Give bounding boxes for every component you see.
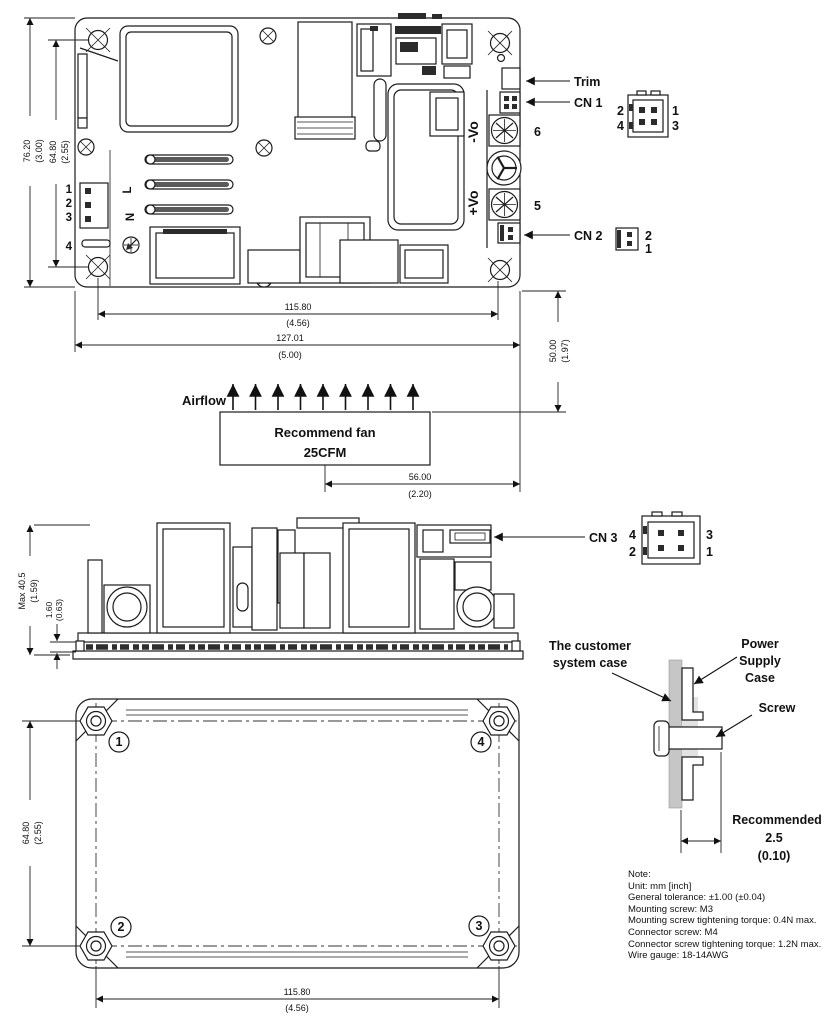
hole-1-label: 1: [115, 735, 123, 749]
neg-vo-label: -Vo: [465, 121, 481, 143]
note-line: General tolerance: ±1.00 (±0.04): [628, 892, 766, 904]
cn3-pin2-label: 2: [629, 545, 636, 559]
dim-bottom-hole-h-in: (4.56): [285, 1003, 309, 1013]
terminal-6-label: 6: [534, 125, 541, 139]
input-pin-1-label: 1: [65, 184, 72, 196]
ground-icon: [123, 237, 139, 253]
cn1-connector: [500, 92, 520, 113]
cn2-pin2-label: 2: [645, 229, 652, 243]
dim-bottom-hole-v-in: (2.55): [33, 821, 43, 845]
bottom-view: [17, 699, 519, 1013]
dim-hole-span-h-in: (4.56): [286, 318, 310, 328]
screw-label: Screw: [758, 701, 796, 715]
psu-case-label-line1: Power: [741, 637, 779, 651]
psu-case-label-line3: Case: [745, 671, 775, 685]
customer-case-label-line2: system case: [552, 656, 628, 670]
hole-2-label: 2: [117, 920, 125, 934]
screw-mounting-detail: [549, 637, 822, 863]
side-view: [13, 518, 618, 669]
dim-case-width-mm: 127.01: [276, 333, 304, 343]
side-components: [88, 518, 514, 633]
cn3-pin4-label: 4: [629, 528, 636, 542]
cn1-callout-label: CN 1: [574, 96, 603, 110]
recommended-in: (0.10): [757, 849, 791, 863]
dim-fan-offset-mm: 56.00: [408, 472, 432, 482]
note-line: Connector screw tightening torque: 1.2N max.: [628, 938, 822, 950]
line-label: L: [122, 186, 134, 194]
dim-hole-span-v-in: (2.55): [60, 140, 70, 164]
dim-pcb-in: (0.63): [54, 598, 64, 622]
pos-vo-label: +Vo: [465, 190, 481, 216]
input-pin-2-label: 2: [65, 198, 72, 210]
dim-bottom-hole-v-mm: 64.80: [21, 821, 31, 845]
dim-pcb-mm: 1.60: [44, 601, 54, 619]
dim-hole-span-h-mm: 115.80: [284, 302, 312, 312]
psu-case-label-line2: Supply: [739, 654, 781, 668]
note-line: Mounting screw: M3: [628, 903, 714, 915]
cn2-pin1-label: 1: [645, 242, 652, 256]
recommended-mm: 2.5: [765, 831, 783, 845]
notes: [628, 869, 828, 962]
cn2-connector: [498, 223, 520, 243]
top-view: [66, 13, 603, 287]
input-pin-4-label: 4: [65, 241, 72, 253]
hole-3-label: 3: [475, 919, 483, 933]
fan-note-line1: Recommend fan: [274, 425, 376, 440]
cn1-pin2-label: 2: [617, 104, 624, 118]
cn1-pin1-label: 1: [672, 104, 679, 118]
dim-fan-gap-in: (1.97): [560, 339, 570, 363]
voltage-adjust-pot: [487, 151, 521, 185]
dim-case-width-in: (5.00): [278, 350, 302, 360]
fan-recommendation: [182, 384, 430, 465]
dim-case-height-mm: 76.20: [22, 139, 32, 163]
cn3-pin3-label: 3: [706, 528, 713, 542]
cn3-callout-label: CN 3: [589, 531, 618, 545]
dim-max-height-in: (1.59): [29, 579, 39, 603]
customer-case-label-line1: The customer: [549, 639, 631, 653]
dim-max-height-mm: Max 40.5: [17, 572, 27, 610]
note-line: Connector screw: M4: [628, 926, 718, 938]
note-line: Wire gauge: 18-14AWG: [628, 950, 729, 962]
airflow-label: Airflow: [181, 393, 226, 408]
dim-fan-gap-mm: 50.00: [548, 339, 558, 363]
cn3-detail: [629, 512, 713, 564]
dim-bottom-hole-h-mm: 115.80: [283, 987, 311, 997]
cn1-pin3-label: 3: [672, 119, 679, 133]
terminal-5-label: 5: [534, 199, 541, 213]
recommended-label: Recommended: [732, 813, 822, 827]
terminal-6-screw: [489, 115, 520, 146]
cn2-callout-label: CN 2: [574, 229, 603, 243]
dim-hole-span-v-mm: 64.80: [48, 140, 58, 164]
neutral-label: N: [125, 212, 137, 222]
cn2-detail: [616, 228, 652, 256]
cn3-pin1-label: 1: [706, 545, 713, 559]
note-line: Note:: [628, 869, 651, 880]
fan-note-line2: 25CFM: [303, 445, 347, 460]
terminal-5-screw: [489, 189, 520, 220]
note-line: Mounting screw tightening torque: 0.4N max.: [628, 915, 817, 927]
hole-4-label: 4: [477, 735, 485, 749]
note-line: Unit: mm [inch]: [628, 880, 692, 892]
cn1-detail: [617, 91, 679, 137]
dim-case-height-in: (3.00): [34, 139, 44, 163]
cn1-pin4-label: 4: [617, 119, 624, 133]
dim-fan-offset-in: (2.20): [408, 489, 432, 499]
trim-callout-label: Trim: [574, 75, 601, 89]
trim-connector: [502, 68, 520, 89]
input-pin-3-label: 3: [65, 212, 72, 224]
